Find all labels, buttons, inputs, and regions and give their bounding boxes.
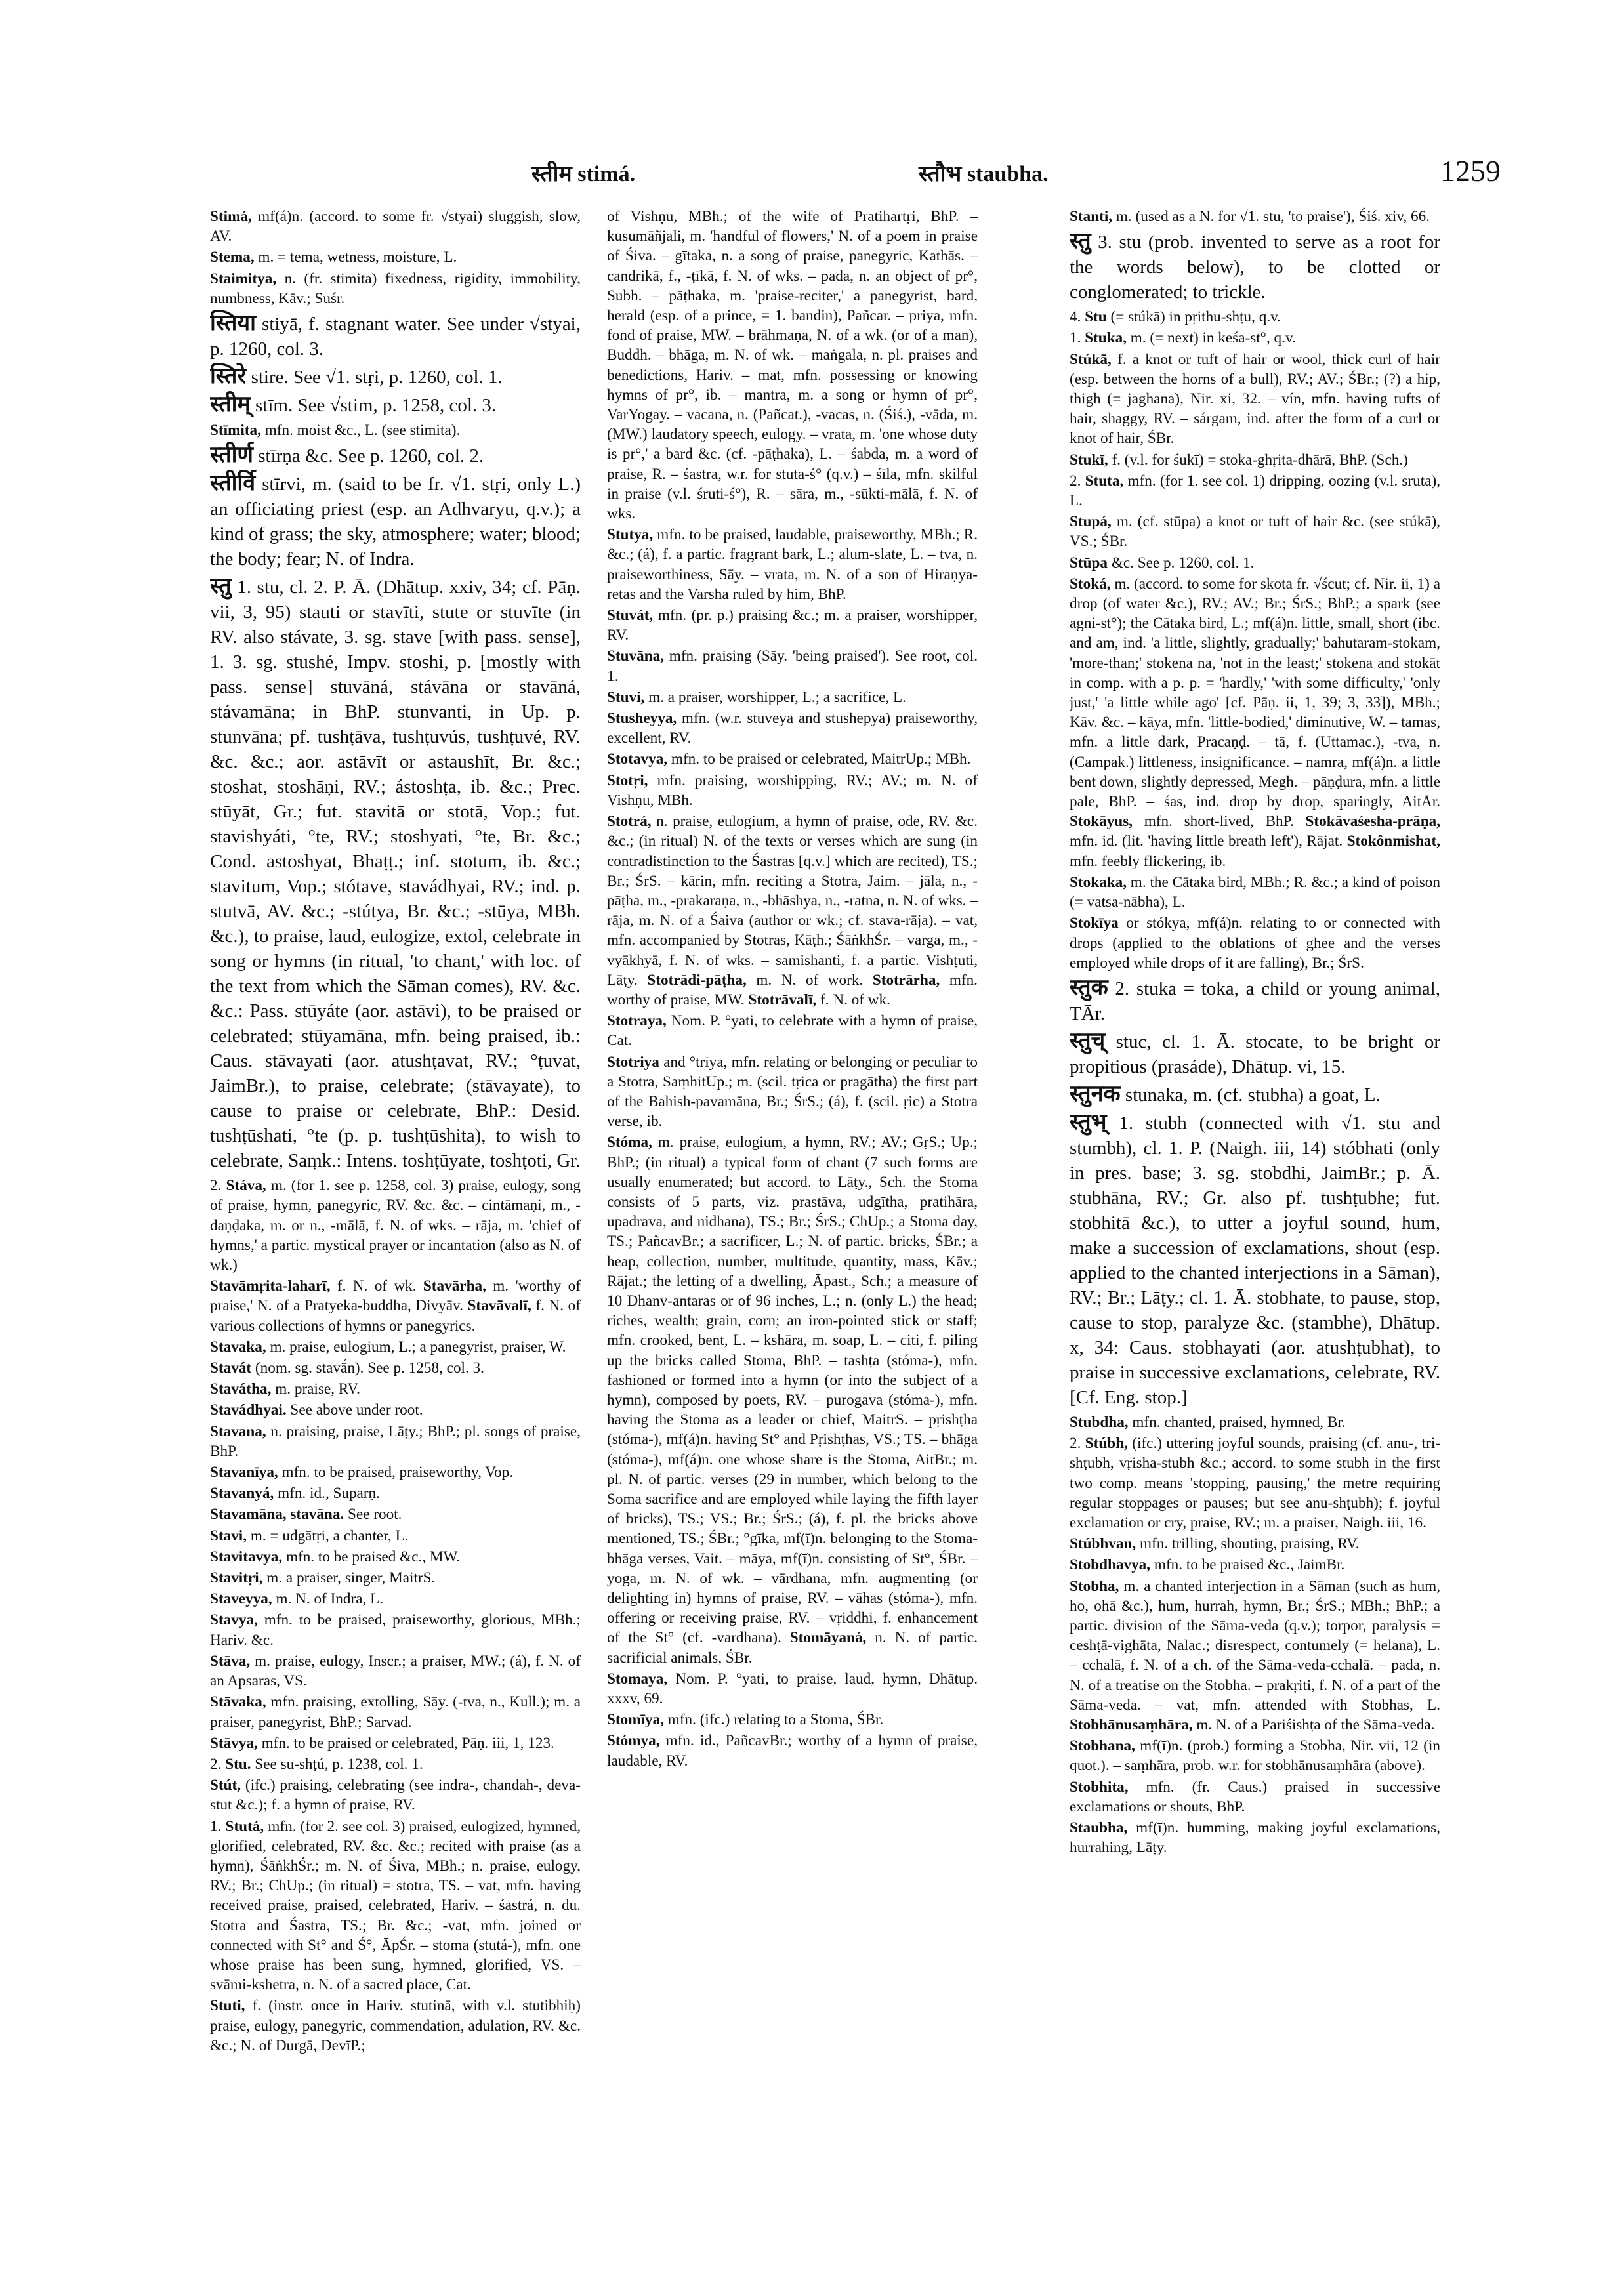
dictionary-entry <box>607 1710 978 1729</box>
entry-text: m. a chanted interjection in a Sāman (such as hum, ho, ohā &c.), hum, hurrah, hymn, Br.; ŚrS.; MBh.; BhP.; a partic. division of the Sāma-veda (q.v.); torpor, paralysis = ceshṭā-vighāta, Nalac.; disrespect, contumely (= helana), L. – cchalā, f. N. of a ch. of the Sāma-veda-cchalā. – pada, n. N. of a treatise on the Stobha. – prakṛiti, f. N. of a part of the Sāma-veda. – vat, mfn. attended with Stobhas, L. <box>1070 1577 1440 1714</box>
entry-text: m. N. of a Pariśishṭa of the Sāma-veda. <box>1192 1716 1435 1733</box>
entry-text: 3. stu (prob. invented to serve as a root for the words below), to be clotted or conglomerated; to trickle. <box>1070 232 1440 303</box>
entry-text: m. 'worthy of praise,' N. of a Pratyeka-buddha, Divyāv. <box>210 1277 581 1315</box>
dictionary-entry <box>607 1669 978 1708</box>
entry-text: mfn. short-lived, BhP. <box>1133 813 1306 831</box>
dictionary-entry <box>1070 207 1440 226</box>
entry-headword: Stotriya <box>607 1053 659 1071</box>
dictionary-entry <box>210 1462 581 1482</box>
entry-headword: Stúbh, <box>1085 1435 1128 1453</box>
entry-headword: Stavamāna, stavāna. <box>210 1506 344 1523</box>
dictionary-entry <box>1070 913 1440 973</box>
dictionary-entry <box>210 1817 581 1995</box>
entry-headword: Stavāvalī, <box>467 1297 531 1315</box>
entry-text: stīrvi, m. (said to be fr. √1. stṛi, only L.) an officiating priest (esp. an Adhvaryu, q.v.); a kind of grass; the sky, atmosphere; water; blood; the body; fear; N. of Indra. <box>210 474 581 570</box>
dictionary-entry <box>210 1610 581 1649</box>
dictionary-entry <box>1070 512 1440 551</box>
entry-headword: Stotrārha, <box>872 971 940 989</box>
devanagari-headword: स्तुनक <box>1070 1081 1121 1106</box>
entry-text: Nom. P. °yati, to celebrate with a hymn of praise, Cat. <box>607 1012 978 1050</box>
dictionary-entry <box>210 1483 581 1503</box>
devanagari-headword: स्तीम् <box>210 392 251 417</box>
entry-headword: Stavádhyai. <box>210 1401 287 1419</box>
entry-text: 4. <box>1070 308 1085 326</box>
entry-text: mf(á)n. (accord. to some fr. √styai) sluggish, slow, AV. <box>210 208 581 245</box>
entry-text: 2. stuka = toka, a child or young animal, TĀr. <box>1070 978 1440 1024</box>
entry-headword: Stotrāvalī, <box>748 991 817 1008</box>
entry-headword: Stema, <box>210 249 255 266</box>
entry-text: m. N. of work. <box>746 971 873 989</box>
entry-headword: Stomaya, <box>607 1670 668 1687</box>
dictionary-entry <box>210 1775 581 1815</box>
dictionary-entry <box>210 574 581 1173</box>
entry-text: m. (cf. stūpa) a knot or tuft of hair &c. (see stúkā), VS.; ŚBr. <box>1070 513 1440 550</box>
entry-text: m. praise, RV. <box>271 1380 360 1398</box>
entry-headword: Stokaka, <box>1070 873 1127 891</box>
entry-headword: Stu. <box>225 1755 251 1773</box>
entry-text: n. N. of partic. sacrificial animals, ŚBr. <box>607 1629 978 1666</box>
entry-text: &c. See p. 1260, col. 1. <box>1108 554 1255 571</box>
dictionary-entry <box>210 1176 581 1275</box>
dictionary-entry <box>210 1589 581 1609</box>
entry-headword: Stāva, <box>210 1652 251 1670</box>
dictionary-entry <box>607 646 978 686</box>
entry-headword: Stavát <box>210 1359 252 1377</box>
dictionary-entry <box>210 471 581 571</box>
column-2 <box>607 207 978 2273</box>
left-running-head: स्तीम stimá. <box>531 162 636 186</box>
entry-headword: Stubdha, <box>1070 1413 1129 1431</box>
entry-text: n. (fr. stimita) fixedness, rigidity, immobility, numbness, Kāv.; Suśr. <box>210 270 581 307</box>
entry-headword: Stotrá, <box>607 813 652 831</box>
entry-text: 2. <box>210 1177 226 1195</box>
entry-text: m. = tema, wetness, moisture, L. <box>254 249 457 266</box>
dictionary-entry <box>210 1504 581 1524</box>
entry-headword: Stokāvaśesha-prāṇa, <box>1305 813 1440 831</box>
entry-text: 2. <box>1070 472 1085 489</box>
dictionary-entry <box>607 207 978 524</box>
entry-text: mfn. praising (Sāy. 'being praised'). See root, col. 1. <box>607 648 978 685</box>
entry-headword: Stavya, <box>210 1611 258 1629</box>
entry-text: mfn. (for 2. see col. 3) praised, eulogized, hymned, glorified, celebrated, RV. &c. &c.; recited with praise (as a hymn), ŚāṅkhŚr.; m. N. of Śiva, MBh.; n. praise, eulogy, RV.; Br.; ChUp.; (in ritual) = stotra, TS. – vat, mfn. having received praise, praised, celebrated, Hariv. – śastrá, n. du. Stotra and Śastra, TS.; Br. &c.; -vat, mfn. joined or connected with St° and Ś°, ĀpŚr. – stoma (stutá-), mfn. one whose praise has been sung, hymned, glorified, VS. – svāmi-kshetra, n. N. of a sacred place, Cat. <box>210 1817 581 1994</box>
dictionary-entry <box>607 688 978 707</box>
dictionary-entry <box>210 443 581 468</box>
entry-headword: Stūpa <box>1070 554 1108 571</box>
entry-headword: Stavanyá, <box>210 1485 274 1502</box>
devanagari-headword: स्तु <box>210 574 232 599</box>
dictionary-entry <box>1070 471 1440 510</box>
entry-text: (ifc.) praising, celebrating (see indra-, chandah-, deva-stut &c.); f. a hymn of praise, RV. <box>210 1777 581 1814</box>
entry-text: See root. <box>344 1506 402 1523</box>
entry-text: m. praise, eulogium, L.; a panegyrist, praiser, W. <box>266 1338 566 1355</box>
devanagari-headword: स्तिया <box>210 311 256 336</box>
entry-text: See su-shṭú, p. 1238, col. 1. <box>251 1755 423 1773</box>
dictionary-entry <box>1070 1029 1440 1079</box>
dictionary-entry <box>607 812 978 1010</box>
dictionary-entry <box>1070 1555 1440 1575</box>
entry-text: (ifc.) uttering joyful sounds, praising (cf. anu-, tri-shṭubh, vṛisha-stubh &c.; accord. to some stubh in the first two comp. means 'stopping, pausing,' the metre requiring regular stoppages or pauses; but see anu-shṭubh); f. joyful exclamation or cry, praise, RV.; m. a praiser, Naigh. iii, 16. <box>1070 1435 1440 1531</box>
entry-headword: Stīmita, <box>210 422 261 440</box>
dictionary-entry <box>607 606 978 645</box>
entry-text: mfn. to be praised, praiseworthy, Vop. <box>278 1464 514 1481</box>
dictionary-entry <box>210 1422 581 1461</box>
entry-text: stire. See √1. stṛi, p. 1260, col. 1. <box>246 367 503 388</box>
dictionary-entry <box>210 1337 581 1357</box>
entry-text: mfn. praising, worshipping, RV.; AV.; m. N. of Vishṇu, MBh. <box>607 772 978 809</box>
entry-text: 1. <box>1070 329 1085 347</box>
dictionary-entry <box>607 1731 978 1770</box>
dictionary-entry <box>210 1651 581 1691</box>
entry-text: 1. stu, cl. 2. P. Ā. (Dhātup. xxiv, 34; cf. Pāṇ. vii, 3, 95) stauti or stavīti, stute or stuvīte (in RV. also stávate, 3. sg. stave [with pass. sense], 1. 3. sg. stushé, Impv. stoshi, p. [mostly with pass. sense] stuvāná, stávāna or stavāná, stávamāna; in BhP. stunvanti, in Up. p. stunvāna; pf. tushṭāva, tushṭuvús, tushṭuvé, RV. &c. &c.; aor. astāvīt or astaushīt, Br. &c.; stoshat, stoshāṇi, RV.; ástoshṭa, ib. &c.; Prec. stūyāt, Gr.; fut. stavitā or stotā, Vop.; fut. stavishyáti, °te, RV.; stoshyati, °te, Br. &c.; Cond. astoshyat, Bhaṭṭ.; inf. stotum, ib. &c.; stavitum, Vop.; stótave, stavádhyai, RV.; ind. p. stutvā, AV. &c.; -stútya, Br. &c.; -stūya, MBh. &c.), to praise, laud, eulogize, extol, celebrate in song or hymns (in ritual, 'to chant,' with loc. of the text from which the Sāman comes), RV. &c. &c.: Pass. stūyáte (aor. astāvi), to be praised or celebrated; stūyamāna, mfn. being praised, ib.: Caus. stāvayati (aor. atushṭavat, RV.; °ṭuvat, JaimBr.), to praise, celebrate; (stāvayate), to cause to praise or celebrate, BhP.: Desid. tushṭūshati, °te (p. p. tushṭūshita), to wish to celebrate, Saṃk.: Intens. toshṭūyate, toshṭoti, Gr. <box>210 577 581 1172</box>
dictionary-entry <box>1070 1777 1440 1817</box>
entry-text: mfn. (fr. Caus.) praised in successive exclamations or shouts, BhP. <box>1070 1778 1440 1815</box>
dictionary-entry <box>607 771 978 810</box>
entry-headword: Stu <box>1085 308 1107 326</box>
entry-headword: Stomāyaná, <box>789 1629 867 1647</box>
entry-headword: Stusheyya, <box>607 710 677 728</box>
entry-text: n. praising, praise, Lāṭy.; BhP.; pl. songs of praise, BhP. <box>210 1422 581 1460</box>
dictionary-entry <box>1070 328 1440 348</box>
devanagari-headword: स्तीर्ण <box>210 443 253 468</box>
entry-headword: Stóma, <box>607 1134 652 1151</box>
entry-text: mfn. to be praised &c., JaimBr. <box>1150 1556 1345 1574</box>
entry-text: f. (instr. once in Hariv. stutinā, with v.l. stutibhiḥ) praise, eulogy, panegyric, commendation, adulation, RV. &c. &c.; N. of Durgā, DevīP.; <box>210 1997 581 2054</box>
dictionary-entry <box>1070 574 1440 871</box>
column-3 <box>1070 207 1440 2273</box>
dictionary-entry <box>210 1692 581 1731</box>
entry-headword: Stupá, <box>1070 513 1112 531</box>
dictionary-entry <box>210 311 581 362</box>
entry-text: stīrṇa &c. See p. 1260, col. 2. <box>253 445 484 467</box>
devanagari-headword: स्तु <box>1070 229 1091 254</box>
entry-headword: Stavaka, <box>210 1338 266 1355</box>
entry-headword: Stotavya, <box>607 751 668 768</box>
dictionary-entry <box>1070 1818 1440 1857</box>
entry-text: m. (= next) in keśa-st°, q.v. <box>1127 329 1296 347</box>
page-header <box>0 154 1624 197</box>
entry-headword: Stuka, <box>1085 329 1127 347</box>
entry-headword: Stobdhavya, <box>1070 1556 1151 1574</box>
dictionary-entry <box>210 1358 581 1378</box>
entry-headword: Stokāyus, <box>1070 813 1133 831</box>
entry-text: mf(ī)n. humming, making joyful exclamations, hurrahing, Lāṭy. <box>1070 1819 1440 1857</box>
entry-text: m. = udgātṛi, a chanter, L. <box>247 1527 409 1544</box>
entry-headword: Stokīya <box>1070 915 1119 932</box>
entry-text: f. N. of wk. <box>816 991 890 1008</box>
entry-headword: Stukī, <box>1070 451 1108 468</box>
dictionary-entry <box>1070 553 1440 573</box>
entry-headword: Stāvya, <box>210 1734 258 1752</box>
entry-headword: Stavitṛi, <box>210 1569 263 1587</box>
dictionary-entry <box>210 1547 581 1567</box>
page-number: 1259 <box>1440 154 1501 188</box>
dictionary-entry <box>210 421 581 440</box>
entry-text: Nom. P. °yati, to praise, laud, hymn, Dhātup. xxxv, 69. <box>607 1670 978 1708</box>
entry-headword: Stuti, <box>210 1997 245 2015</box>
entry-text: stunaka, m. (cf. stubha) a goat, L. <box>1120 1084 1381 1106</box>
devanagari-headword: स्तुक <box>1070 975 1108 1000</box>
entry-text: stīm. See √stim, p. 1258, col. 3. <box>250 395 497 417</box>
devanagari-headword: स्तीर्वि <box>210 471 256 496</box>
entry-headword: Stobha, <box>1070 1577 1119 1595</box>
entry-text: f. N. of various collections of hymns or panegyrics. <box>210 1297 581 1334</box>
entry-text: m. N. of Indra, L. <box>272 1590 384 1608</box>
dictionary-entry <box>1070 976 1440 1026</box>
devanagari-headword: स्तुभ् <box>1070 1109 1107 1134</box>
entry-text: stuc, cl. 1. Ā. stocate, to be bright or propitious (prasáde), Dhātup. vi, 15. <box>1070 1031 1440 1077</box>
entry-text: mfn. praising, extolling, Sāy. (-tva, n., Kull.); m. a praiser, panegyrist, BhP.; Sarvad. <box>210 1693 581 1731</box>
devanagari-headword: स्तुच् <box>1070 1028 1106 1053</box>
entry-text: m. praise, eulogy, Inscr.; a praiser, MW.; (á), f. N. of an Apsaras, VS. <box>210 1652 581 1690</box>
dictionary-entry <box>607 1011 978 1050</box>
entry-text: mfn. to be praised, praiseworthy, glorious, MBh.; Hariv. &c. <box>210 1611 581 1649</box>
dictionary-entry <box>1070 1534 1440 1554</box>
dictionary-entry <box>210 1526 581 1546</box>
entry-headword: Stanti, <box>1070 208 1113 225</box>
dictionary-entry <box>1070 1413 1440 1432</box>
entry-text: mfn. (ifc.) relating to a Stoma, ŚBr. <box>663 1711 884 1729</box>
entry-text: m. the Cātaka bird, MBh.; R. &c.; a kind of poison (= vatsa-nābha), L. <box>1070 873 1440 911</box>
dictionary-entry <box>607 1052 978 1132</box>
entry-headword: Stomīya, <box>607 1711 664 1729</box>
dictionary-entry <box>210 207 581 246</box>
entry-text: mfn. id., Suparṇ. <box>274 1485 380 1502</box>
entry-text: m. (accord. to some for skota fr. √ścut; cf. Nir. ii, 1) a drop (of water &c.), RV.; AV.; Br.; ŚrS.; BhP.; a spark (see agni-st°); the Cātaka bird, L.; mf(á)n. little, small, short (ibc. and am, ind. 'a little, slightly, gradually;' bahutaram-stokam, 'more-than;' stokena na, 'not in the least;' stokena and stokāt in comp. with a p. p. = 'hardly,' 'with some difficulty,' 'only just,' 'a little while ago' [cf. Pāṇ. ii, 1, 39; 3, 33]), MBh.; Kāv. &c. – kāya, mfn. 'little-bodied,' diminutive, W. – tamas, mfn. a little dark, Pracaṇḍ. – tā, f. (Uttamac.), -tva, n. (Campak.) littleness, insignificance. – namra, mf(á)n. a little bent down, slightly depressed, Megh. – pāṇḍura, mfn. a little pale, BhP. – śas, ind. drop by drop, sparingly, AitĀr. <box>1070 575 1440 811</box>
entry-text: (nom. sg. stavā́n). See p. 1258, col. 3. <box>251 1359 484 1377</box>
entry-text: m. a praiser, worshipper, L.; a sacrifice, L. <box>644 688 906 706</box>
entry-text: mfn. (pr. p.) praising &c.; m. a praiser, worshipper, RV. <box>607 607 978 644</box>
entry-text: mfn. chanted, praised, hymned, Br. <box>1128 1413 1346 1431</box>
entry-text: mfn. trilling, shouting, praising, RV. <box>1136 1535 1360 1553</box>
entry-text: mfn. feebly flickering, ib. <box>1070 852 1226 870</box>
entry-headword: Stobhānusaṃhāra, <box>1070 1716 1193 1733</box>
dictionary-entry <box>1070 1736 1440 1775</box>
dictionary-entry <box>1070 1434 1440 1533</box>
entry-text: mfn. id., PañcavBr.; worthy of a hymn of praise, laudable, RV. <box>607 1732 978 1769</box>
entry-headword: Stokônmishat, <box>1346 833 1440 850</box>
entry-headword: Staimitya, <box>210 270 277 287</box>
dictionary-entry <box>1070 307 1440 327</box>
dictionary-entry <box>210 1996 581 2056</box>
entry-headword: Stāvaka, <box>210 1693 266 1711</box>
entry-text: mfn. (w.r. stuveya and stushepya) praiseworthy, excellent, RV. <box>607 710 978 747</box>
dictionary-entry <box>607 749 978 769</box>
entry-headword: Stuvát, <box>607 607 654 625</box>
entry-headword: Stavitavya, <box>210 1548 283 1565</box>
dictionary-entry <box>210 392 581 418</box>
dictionary-entry <box>210 364 581 390</box>
entry-text: f. (v.l. for śukī) = stoka-ghṛita-dhārā, BhP. (Sch.) <box>1108 451 1408 468</box>
entry-text: mf(ī)n. (prob.) forming a Stobha, Nir. vii, 12 (in quot.). – saṃhāra, prob. w.r. for stobhānusaṃhāra (above). <box>1070 1737 1440 1775</box>
dictionary-entry <box>1070 229 1440 304</box>
entry-headword: Stutá, <box>225 1817 264 1835</box>
dictionary-entry <box>607 1132 978 1667</box>
entry-headword: Stuvāna, <box>607 648 664 665</box>
entry-text: f. N. of wk. <box>330 1277 423 1295</box>
entry-headword: Stavanīya, <box>210 1464 278 1481</box>
entry-headword: Stómya, <box>607 1732 660 1750</box>
entry-text: mfn. worthy of praise, MW. <box>607 971 978 1008</box>
entry-text: m. (for 1. see p. 1258, col. 3) praise, eulogy, song of praise, hymn, panegyric, RV. &c. &c. – cintāmaṇi, m., -daṇḍaka, m. or n., -mālā, f. N. of wks. – rāja, m. 'chief of hymns,' a partic. mystical prayer or incantation (also as N. of wk.) <box>210 1177 581 1274</box>
dictionary-entry <box>210 1276 581 1336</box>
entry-headword: Staubha, <box>1070 1819 1128 1836</box>
dictionary-entry <box>1070 350 1440 449</box>
entry-headword: Stotraya, <box>607 1012 667 1030</box>
entry-text: mfn. moist &c., L. (see stimita). <box>260 422 461 440</box>
entry-headword: Stimá, <box>210 208 252 225</box>
dictionary-entry <box>607 709 978 748</box>
entry-headword: Stobhita, <box>1070 1778 1129 1796</box>
dictionary-entry <box>210 1754 581 1774</box>
entry-text: 1. <box>210 1817 226 1835</box>
entry-text: 1. stubh (connected with √1. stu and stumbh), cl. 1. P. (Naigh. iii, 14) stóbhati (only in pres. base; 3. sg. stobdhi, JaimBr.; p. Ā. stubhāna, RV.; Gr. also pf. tushṭubhe; fut. stobhitā &c.), to utter a joyful sound, hum, make a succession of exclamations, shout (esp. applied to the chanted interjections in a Sāman), RV.; Br.; Lāṭy.; cl. 1. Ā. stobhate, to pause, stop, cause to stop, paralyze &c. (stambhe), Dhātup. x, 34: Caus. stobhayati (aor. atushṭubhat), to praise in successive exclamations, celebrate, RV. [Cf. Eng. stop.] <box>1070 1112 1440 1408</box>
entry-text: mfn. id. (lit. 'having little breath left'), Rājat. <box>1070 833 1347 850</box>
entry-text: See above under root. <box>286 1401 423 1419</box>
entry-text: or stókya, mf(á)n. relating to or connected with drops (applied to the oblations of ghee and the verses employed while drops of it are falling), Br.; ŚrS. <box>1070 915 1440 972</box>
dictionary-entry <box>1070 1082 1440 1107</box>
entry-text: mfn. to be praised or celebrated, MaitrUp.; MBh. <box>667 751 971 768</box>
entry-text: mfn. (for 1. see col. 1) dripping, oozing (v.l. sruta), L. <box>1070 472 1440 510</box>
entry-text: (= stúkā) in pṛithu-shṭu, q.v. <box>1106 308 1281 326</box>
entry-text: m. a praiser, singer, MaitrS. <box>262 1569 436 1587</box>
entry-text: mfn. to be praised or celebrated, Pāṇ. iii, 1, 123. <box>257 1734 554 1752</box>
devanagari-headword: स्तिरे <box>210 364 247 389</box>
dictionary-entry <box>1070 1577 1440 1735</box>
entry-text: stiyā, f. stagnant water. See under √styai, p. 1260, col. 3. <box>210 314 581 360</box>
dictionary-entry <box>210 247 581 267</box>
entry-headword: Stobhana, <box>1070 1737 1135 1755</box>
dictionary-entry <box>1070 450 1440 470</box>
entry-headword: Stút, <box>210 1777 241 1794</box>
entry-headword: Stoká, <box>1070 575 1111 592</box>
dictionary-entry <box>607 525 978 604</box>
dictionary-entry <box>210 1733 581 1753</box>
entry-text: m. praise, eulogium, a hymn, RV.; AV.; GṛS.; Up.; BhP.; (in ritual) a typical form of chant (7 such forms are usually enumerated; but accord. to Lāṭy., Sch. the Stoma consists of 5 parts, viz. prastāva, udgītha, pratihāra, upadrava, and nidhana), TS.; Br.; ŚrS.; ChUp.; a Stoma day, TS.; PañcavBr.; a sacrificer, L.; N. of partic. bricks, ŚBr.; a heap, collection, number, multitude, quantity, mass, Kāv.; Rājat.; the letting of a dwelling, Āpast., Sch.; a measure of 10 Dhanv-antaras or of 96 inches, L.; n. (only L.) the head; riches, wealth; grain, corn; an iron-pointed stick or staff; mfn. crooked, bent, L. – kshāra, m. soap, L. – citi, f. piling up the bricks called Stoma, BhP. – tashṭa (stóma-), mfn. fashioned or formed into a hymn (or into the subject of a hymn), composed by poets, RV. – purogava (stóma-), mfn. having the Stoma as a leader or chief, MaitrS. – pṛishṭha (stóma-), mf(á)n. having St° and Pṛishṭhas, VS.; TS. – bhāga (stóma-), mf(á)n. one whose share is the Stoma, AitBr.; m. pl. N. of partic. verses (29 in number, which belong to the Soma sacrifice and are employed while laying the fifth layer of bricks), TS.; VS.; Br.; ŚrS.; (á), f. pl. the bricks above mentioned, TS.; ŚBr.; °gīka, mf(ī)n. belonging to the Stoma-bhāga verses, Vait. – māya, mf(ī)n. consisting of St°, ŚBr. – yoga, m. N. of wk. – vārdhana, mfn. augmenting (or delighting in) hymns of praise, RV. – vāhas (stóma-), mfn. offering or receiving praise, RV. – vṛiddhi, f. enhancement of the St° (cf. -vardhana). <box>607 1134 978 1647</box>
dictionary-entry <box>1070 1110 1440 1410</box>
entry-text: m. (used as a N. for √1. stu, 'to praise'), Śiś. xiv, 66. <box>1112 208 1430 225</box>
entry-text: and °trīya, mfn. relating or belonging or peculiar to a Stotra, SaṃhitUp.; m. (scil. tṛica or pragātha) the first part of the Bahish-pavamāna, Br.; ŚrS.; (á), f. (scil. ṛic) a Stotra verse, ib. <box>607 1053 978 1130</box>
entry-text: mfn. to be praised, laudable, praiseworthy, MBh.; R. &c.; (á), f. a partic. fragrant bark, L.; alum-slate, L. – tva, n. praiseworthiness, Sāy. – vrata, m. N. of a son of Hiraṇya-retas and the Varsha ruled by him, BhP. <box>607 526 978 603</box>
entry-text: 2. <box>1070 1435 1085 1453</box>
entry-headword: Stúkā, <box>1070 350 1112 368</box>
entry-headword: Stavāmṛita-laharī, <box>210 1277 331 1295</box>
entry-text: mfn. to be praised &c., MW. <box>282 1548 461 1565</box>
entry-headword: Stavārha, <box>423 1277 486 1295</box>
entry-headword: Stavi, <box>210 1527 247 1544</box>
entry-headword: Stotrādi-pāṭha, <box>647 971 747 989</box>
entry-headword: Stavátha, <box>210 1380 272 1398</box>
entry-headword: Staveyya, <box>210 1590 272 1608</box>
entry-headword: Stutya, <box>607 526 654 544</box>
entry-headword: Stotṛi, <box>607 772 648 789</box>
entry-text: f. a knot or tuft of hair or wool, thick curl of hair (esp. between the horns of a bull), RV.; AV.; ŚBr.; (?) a hip, thigh (= jaghana), Nir. xi, 32. – vín, mfn. having tufts of hair, shaggy, RV. – sárgam, ind. after the form of a curl or knot of hair, ŚBr. <box>1070 350 1440 447</box>
entry-headword: Stúbhvan, <box>1070 1535 1136 1553</box>
entry-text: of Vishṇu, MBh.; of the wife of Pratihartṛi, BhP. – kusumāñjali, m. 'handful of flowers,' N. of a poem in praise of Śiva. – gītaka, n. a song of praise, panegyric, Kathās. – candrikā, f., -ṭīkā, f. N. of wks. – pada, n. an object of pr°, Subh. – pāṭhaka, m. 'praise-reciter,' a panegyrist, bard, herald (esp. of a prince, = 1. bandin), Pañcar. – priya, mfn. fond of praise, MW. – brāhmaṇa, N. of a wk. (or of a man), Buddh. – bhāga, m. N. of wk. – maṅgala, n. pl. praises and benedictions, Hariv. – mat, mfn. possessing or knowing hymns of pr°, ib. – mantra, m. a song or hymn of pr°, VarYogay. – vacana, n. (Pañcat.), -vacas, n. (Śiś.), -vāda, m. (MW.) laudatory speech, eulogy. – vrata, m. 'one whose duty is pr°,' a bard &c. (cf. -pāṭhaka), L. – śabda, m. a word of praise, R. – śastra, w.r. for stuta-ś° (q.v.) – śīla, mfn. skilful in praise (v.l. śruti-ś°), R. – sāra, m., -sūkti-mālā, f. N. of wks. <box>607 208 978 523</box>
entry-headword: Stáva, <box>226 1177 266 1195</box>
entry-headword: Stuvi, <box>607 688 645 706</box>
dictionary-entry <box>1070 873 1440 912</box>
dictionary-entry <box>210 269 581 308</box>
dictionary-entry <box>210 1568 581 1588</box>
entry-headword: Stuta, <box>1085 472 1124 489</box>
entry-text: 2. <box>210 1755 226 1773</box>
dictionary-entry <box>210 1400 581 1420</box>
right-running-head: स्तौभ staubha. <box>919 162 1049 186</box>
column-1 <box>210 207 581 2273</box>
entry-text: n. praise, eulogium, a hymn of praise, ode, RV. &c. &c.; (in ritual) N. of the texts or verses which are sung (in contradistinction to the Śastras [q.v.] which are recited), TS.; Br.; ŚrS. – kārin, mfn. reciting a Stotra, Jaim. – jāla, n., -pāṭha, m., -prakaraṇa, n., -bhāshya, n., -ratna, n. N. of wks. – rāja, m. N. of a Śaiva (author or wk.; cf. stava-rāja). – vat, mfn. accompanied by Stotras, Kāṭh.; ŚāṅkhŚr. – varga, m., -vyākhyā, f. N. of wks. – samishanti, f. a partic. Vishṭuti, Lāṭy. <box>607 813 978 989</box>
entry-headword: Stavana, <box>210 1422 266 1440</box>
dictionary-entry <box>210 1379 581 1399</box>
